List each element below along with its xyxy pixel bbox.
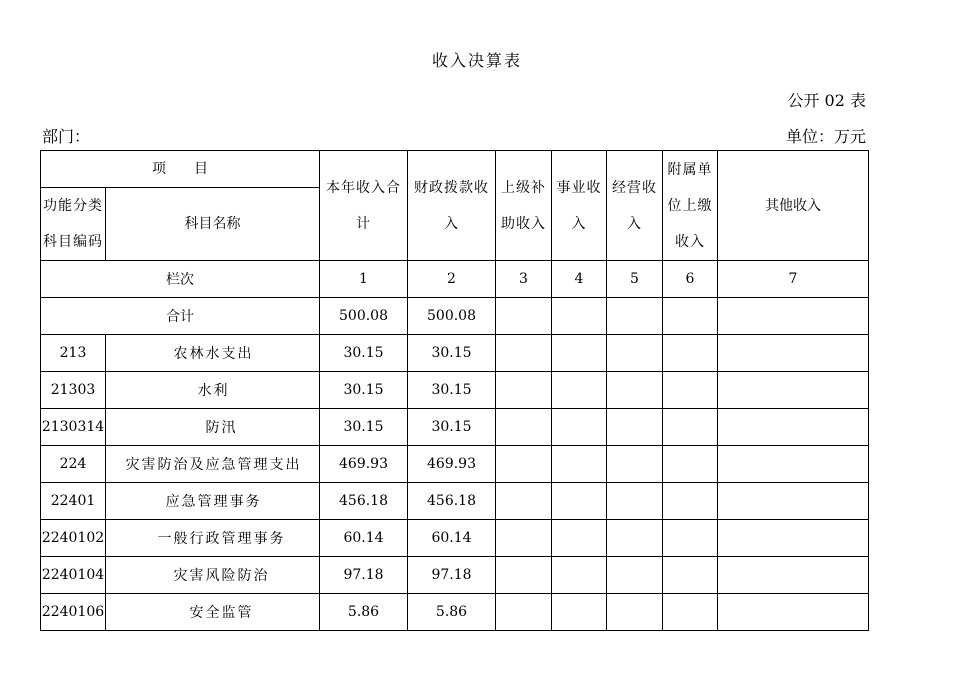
subject-name-cell: 防汛 [106,409,320,446]
column-number: 7 [718,261,869,298]
column-number: 3 [496,261,552,298]
total-income-cell: 30.15 [320,372,408,409]
form-number: 公开 02 表 [787,91,866,110]
header-superior-line1: 上级补 [501,179,546,196]
header-operating-line1: 经营收 [612,179,657,196]
func-code-cell: 2130314 [41,409,106,446]
header-fiscal-line1: 财政拨款收 [414,179,489,196]
func-code-cell: 224 [41,446,106,483]
total-income-cell: 456.18 [320,483,408,520]
page-title: 收入决算表 [431,51,522,70]
column-number: 6 [663,261,718,298]
header-business-income [552,151,607,261]
subject-name-cell: 灾害风险防治 [106,557,320,594]
header-superior-subsidy [496,151,552,261]
func-code-cell: 2240106 [41,594,106,631]
table-row [41,335,869,372]
total-row [41,298,869,335]
total-income-cell: 30.15 [320,409,408,446]
column-number: 5 [607,261,663,298]
table-row [41,372,869,409]
column-number: 4 [552,261,607,298]
total-income-cell: 469.93 [320,446,408,483]
header-business-line2: 入 [571,215,587,232]
header-affiliate-line3: 收入 [675,233,705,250]
fiscal-income-cell: 60.14 [408,520,496,557]
table-row [41,409,869,446]
column-number-row [41,261,869,298]
unit-label: 单位：万元 [785,127,866,146]
func-code-cell: 213 [41,335,106,372]
fiscal-income-cell: 30.15 [408,335,496,372]
header-affiliate-line1: 附属单 [667,161,713,178]
header-func-code-line1: 功能分类 [43,198,103,214]
fiscal-income-cell: 456.18 [408,483,496,520]
header-subject-name: 科目名称 [106,188,320,261]
header-func-code-line2: 科目编码 [43,234,103,250]
subject-name-cell: 灾害防治及应急管理支出 [106,446,320,483]
table-row [41,557,869,594]
column-number-label: 栏次 [41,261,320,298]
total-income-cell: 500.08 [320,298,408,335]
header-superior-line2: 助收入 [501,215,546,232]
header-other-income: 其他收入 [718,151,869,261]
fiscal-income-cell: 500.08 [408,298,496,335]
func-code-cell: 22401 [41,483,106,520]
header-operating-income [607,151,663,261]
header-item: 项 目 [41,151,320,188]
fiscal-income-cell: 97.18 [408,557,496,594]
column-number: 1 [320,261,408,298]
total-income-cell: 97.18 [320,557,408,594]
header-total-income-line1: 本年收入合 [326,179,401,196]
func-code-cell: 21303 [41,372,106,409]
func-code-cell: 2240104 [41,557,106,594]
fiscal-income-cell: 5.86 [408,594,496,631]
table-row [41,520,869,557]
table-row [41,594,869,631]
header-fiscal-line2: 入 [444,215,459,232]
fiscal-income-cell: 30.15 [408,409,496,446]
header-affiliate-income [663,151,718,261]
subject-name-cell: 农林水支出 [106,335,320,372]
header-func-code [41,188,106,261]
func-code-cell: 2240102 [41,520,106,557]
department-label: 部门： [42,127,91,146]
total-income-cell: 60.14 [320,520,408,557]
total-label: 合计 [41,298,320,335]
subject-name-cell: 一般行政管理事务 [106,520,320,557]
table-row [41,446,869,483]
total-income-cell: 30.15 [320,335,408,372]
header-total-income [320,151,408,261]
fiscal-income-cell: 469.93 [408,446,496,483]
subject-name-cell: 安全监管 [106,594,320,631]
fiscal-income-cell: 30.15 [408,372,496,409]
header-affiliate-line2: 位上缴 [667,197,713,214]
header-fiscal-appropriation [408,151,496,261]
header-operating-line2: 入 [627,215,642,232]
subject-name-cell: 水利 [106,372,320,409]
revenue-table [40,150,869,631]
column-number: 2 [408,261,496,298]
header-business-line1: 事业收 [556,179,602,196]
header-total-income-line2: 计 [356,215,371,232]
subject-name-cell: 应急管理事务 [106,483,320,520]
total-income-cell: 5.86 [320,594,408,631]
table-row [41,483,869,520]
